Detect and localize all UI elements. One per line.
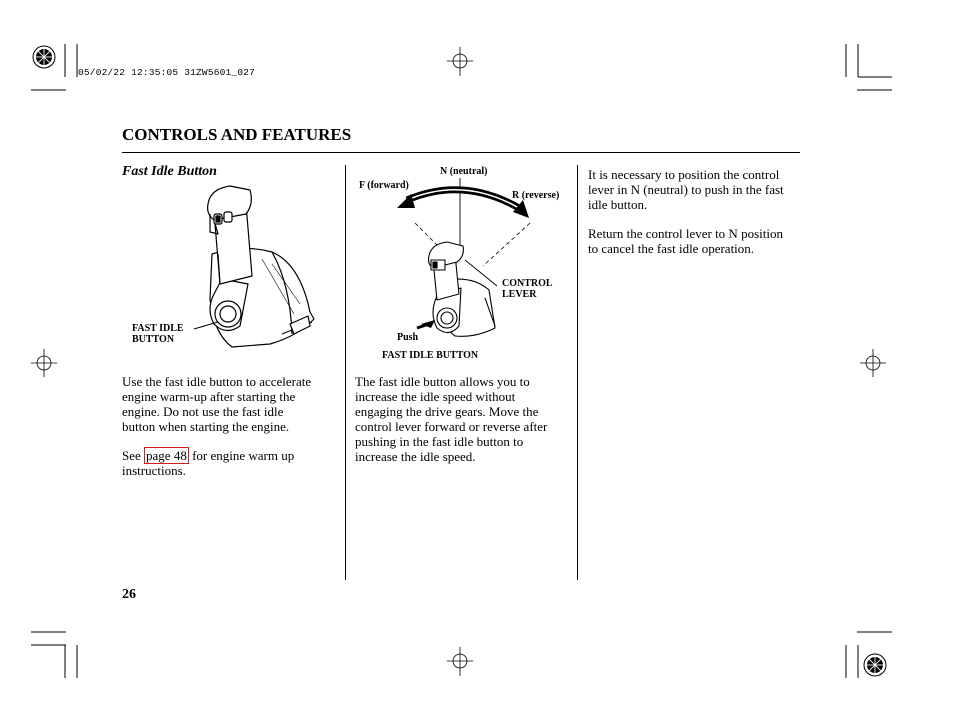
section-title: CONTROLS AND FEATURES bbox=[122, 125, 352, 144]
neutral-label: N (neutral) bbox=[440, 166, 488, 177]
subheading-fast-idle: Fast Idle Button bbox=[122, 164, 217, 179]
forward-label: F (forward) bbox=[359, 180, 409, 191]
col1-paragraph-1: Use the fast idle button to accelerate engine warm-up after starting the engine. Do not use the fast idle button when starting the engine. bbox=[122, 374, 312, 434]
column-divider-2 bbox=[577, 165, 578, 580]
fast-idle-button-label: FAST IDLE BUTTON bbox=[132, 323, 184, 345]
reverse-label: R (reverse) bbox=[512, 190, 560, 201]
fast-idle-button-caption: FAST IDLE BUTTON bbox=[382, 350, 479, 361]
control-lever-label: CONTROL LEVER bbox=[502, 278, 553, 300]
col1-paragraph-2: See page 48 for engine warm up instructions. bbox=[122, 448, 295, 478]
col3-paragraph-2: Return the control lever to N position to cancel the fast idle operation. bbox=[588, 226, 783, 256]
push-label: Push bbox=[397, 332, 419, 343]
header-rule bbox=[122, 152, 800, 153]
column-divider-1 bbox=[345, 165, 346, 580]
col2-paragraph: The fast idle button allows you to increase the idle speed without engaging the drive gears. Move the control lever forward or reverse after pushing in the fast idle button to increase the idle speed. bbox=[355, 374, 548, 464]
col3-paragraph-1: It is necessary to position the control lever in N (neutral) to push in the fast idle button. bbox=[588, 167, 784, 212]
page-48-link[interactable]: page 48 bbox=[146, 448, 187, 463]
page-number: 26 bbox=[122, 587, 136, 602]
print-timestamp: 05/02/22 12:35:05 31ZW5601_027 bbox=[78, 67, 256, 78]
